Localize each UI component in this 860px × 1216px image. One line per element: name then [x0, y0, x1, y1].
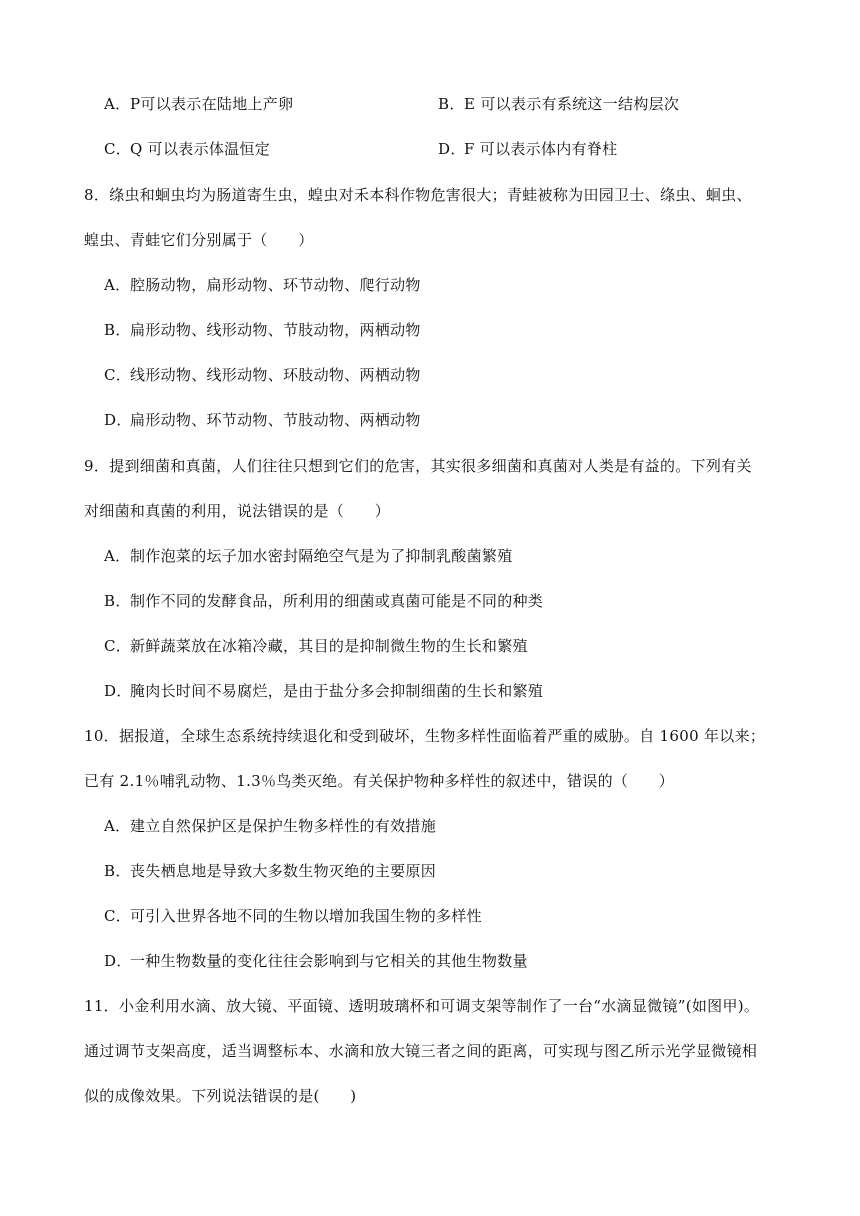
q10-option-d	[104, 951, 528, 971]
option-letter: D．	[104, 952, 132, 970]
option-text: 腌肉长时间不易腐烂，是由于盐分多会抑制细菌的生长和繁殖	[130, 682, 544, 700]
option-letter: D．	[438, 140, 466, 158]
q10-stem-line2: 已有 2.1％哺乳动物、1.3％鸟类灭绝。有关保护物种多样性的叙述中，错误的（ ）	[84, 772, 675, 790]
q11-stem-line1: 11．小金利用水滴、放大镜、平面镜、透明玻璃杯和可调支架等制作了一台“水滴显微镜”(如图甲)。	[84, 997, 760, 1015]
option-text: 可引入世界各地不同的生物以增加我国生物的多样性	[130, 907, 482, 925]
q8-option-a	[104, 275, 421, 295]
q8-option-d	[104, 410, 421, 430]
option-letter: D．	[104, 682, 132, 700]
q8-stem-line2: 蝗虫、青蛙它们分别属于（ ）	[84, 231, 314, 249]
q7-option-d	[438, 139, 617, 159]
q10-option-b	[104, 861, 436, 881]
option-text: 一种生物数量的变化往往会影响到与它相关的其他生物数量	[130, 952, 528, 970]
option-text: F 可以表示体内有脊柱	[464, 140, 618, 158]
option-text: 线形动物、线形动物、环肢动物、两栖动物	[130, 366, 421, 384]
option-text: 制作泡菜的坛子加水密封隔绝空气是为了抑制乳酸菌繁殖	[130, 547, 513, 565]
option-text: 新鲜蔬菜放在冰箱冷藏，其目的是抑制微生物的生长和繁殖	[130, 637, 528, 655]
q7-option-b	[438, 94, 679, 114]
q8-stem-line1: 8．绦虫和蛔虫均为肠道寄生虫，蝗虫对禾本科作物危害很大；青蛙被称为田园卫士、绦虫、蛔虫、	[84, 186, 752, 204]
q9-option-b	[104, 591, 543, 611]
q9-stem-line2: 对细菌和真菌的利用，说法错误的是（ ）	[84, 502, 391, 520]
q11-stem-line3: 似的成像效果。下列说法错误的是( )	[84, 1087, 357, 1105]
q7-option-c	[104, 139, 270, 159]
option-text: 建立自然保护区是保护生物多样性的有效措施	[130, 817, 437, 835]
q10-stem-line1: 10．据报道，全球生态系统持续退化和受到破坏，生物多样性面临着严重的威胁。自 1600 年以来；	[84, 727, 766, 745]
q9-stem-line1: 9．提到细菌和真菌，人们往往只想到它们的危害，其实很多细菌和真菌对人类是有益的。下列有关	[84, 457, 752, 475]
option-letter: A．	[104, 547, 131, 565]
option-text: Q 可以表示体温恒定	[130, 140, 271, 158]
q8-option-c	[104, 365, 421, 385]
option-text: 丧失栖息地是导致大多数生物灭绝的主要原因	[130, 862, 437, 880]
option-letter: B．	[104, 321, 131, 339]
option-letter: A．	[104, 817, 131, 835]
q10-option-c	[104, 906, 482, 926]
q11-stem-line2: 通过调节支架高度，适当调整标本、水滴和放大镜三者之间的距离，可实现与图乙所示光学显微镜相	[84, 1042, 758, 1060]
q10-option-a	[104, 816, 436, 836]
option-letter: C．	[104, 366, 132, 384]
option-text: 扁形动物、线形动物、节肢动物，两栖动物	[130, 321, 421, 339]
option-letter: A．	[104, 276, 131, 294]
option-letter: C．	[104, 907, 132, 925]
q9-option-d	[104, 681, 543, 701]
q8-option-b	[104, 320, 421, 340]
option-letter: B．	[104, 592, 131, 610]
option-text: 制作不同的发酵食品，所利用的细菌或真菌可能是不同的种类	[130, 592, 544, 610]
q9-option-a	[104, 546, 513, 566]
option-letter: B．	[438, 95, 465, 113]
option-text: P可以表示在陆地上产卵	[130, 95, 294, 113]
option-text: 腔肠动物，扁形动物、环节动物、爬行动物	[130, 276, 421, 294]
q7-option-a	[104, 94, 293, 114]
option-letter: D．	[104, 411, 132, 429]
option-letter: C．	[104, 637, 132, 655]
option-letter: B．	[104, 862, 131, 880]
option-letter: A．	[104, 95, 131, 113]
option-letter: C．	[104, 140, 132, 158]
q9-option-c	[104, 636, 528, 656]
option-text: E 可以表示有系统这一结构层次	[464, 95, 680, 113]
option-text: 扁形动物、环节动物、节肢动物、两栖动物	[130, 411, 421, 429]
